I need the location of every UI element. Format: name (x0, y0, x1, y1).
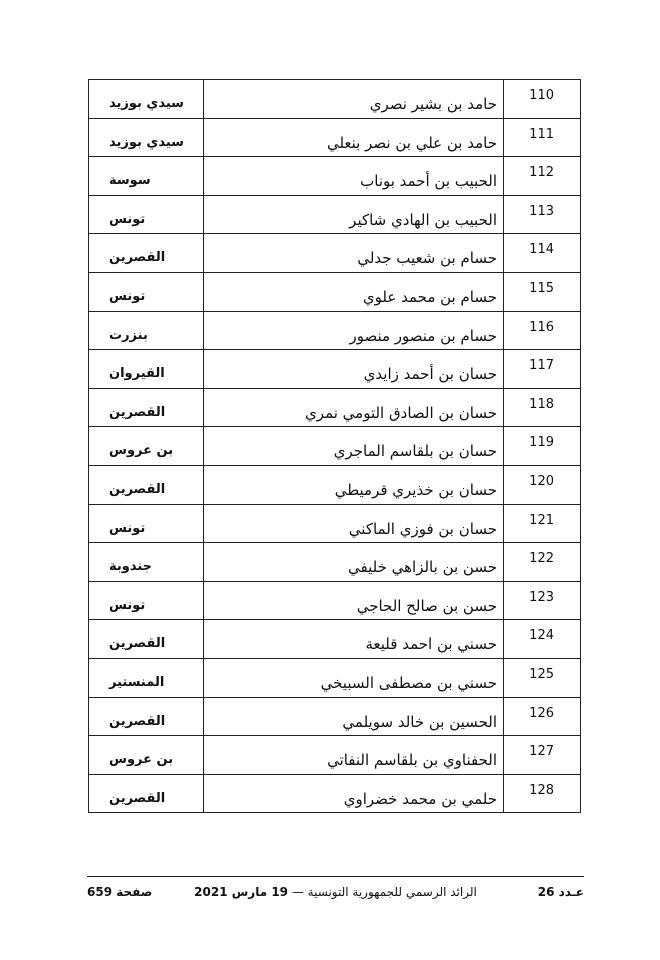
roster-body (89, 80, 581, 813)
row-number: 114 (504, 234, 581, 273)
person-name: حسام بن محمد علوي (204, 272, 504, 311)
table-row (89, 388, 581, 427)
person-name: حسن بن بالزاهي خليفي (204, 543, 504, 582)
table-row (89, 118, 581, 157)
row-number: 115 (504, 272, 581, 311)
row-number: 122 (504, 543, 581, 582)
footer-divider (87, 876, 584, 877)
row-number: 123 (504, 581, 581, 620)
person-name: حامد بن بشير نصري (204, 80, 504, 119)
table-row (89, 543, 581, 582)
governorate: بن عروس (89, 427, 204, 466)
governorate: تونس (89, 504, 204, 543)
row-number: 119 (504, 427, 581, 466)
row-number: 128 (504, 774, 581, 813)
row-number: 111 (504, 118, 581, 157)
governorate: القصرين (89, 697, 204, 736)
person-name: الحبيب بن أحمد بوناب (204, 157, 504, 196)
person-name: حسان بن بلقاسم الماجري (204, 427, 504, 466)
governorate: سوسة (89, 157, 204, 196)
person-name: حسام بن شعيب جدلي (204, 234, 504, 273)
table-row (89, 80, 581, 119)
table-row (89, 465, 581, 504)
governorate: بنزرت (89, 311, 204, 350)
roster-table (88, 79, 581, 813)
row-number: 110 (504, 80, 581, 119)
person-name: حسان بن فوزي الماكني (204, 504, 504, 543)
row-number: 118 (504, 388, 581, 427)
governorate: جندوبة (89, 543, 204, 582)
governorate: القصرين (89, 234, 204, 273)
governorate: القصرين (89, 620, 204, 659)
row-number: 116 (504, 311, 581, 350)
row-number: 117 (504, 350, 581, 389)
table-row (89, 311, 581, 350)
row-number: 112 (504, 157, 581, 196)
row-number: 126 (504, 697, 581, 736)
governorate: القيروان (89, 350, 204, 389)
governorate: تونس (89, 581, 204, 620)
issue-number: عـدد 26 (537, 885, 584, 899)
person-name: حسني بن مصطفى السبيخي (204, 658, 504, 697)
table-row (89, 658, 581, 697)
table-row (89, 350, 581, 389)
governorate: القصرين (89, 388, 204, 427)
row-number: 124 (504, 620, 581, 659)
journal-name: الرائد الرسمي للجمهورية التونسية — (291, 885, 477, 899)
governorate: القصرين (89, 774, 204, 813)
governorate: القصرين (89, 465, 204, 504)
person-name: حسني بن احمد قليعة (204, 620, 504, 659)
person-name: حسان بن أحمد زايدي (204, 350, 504, 389)
governorate: تونس (89, 195, 204, 234)
governorate: بن عروس (89, 736, 204, 775)
table-row (89, 234, 581, 273)
person-name: حسان بن الصادق التومي نمري (204, 388, 504, 427)
row-number: 127 (504, 736, 581, 775)
table-row (89, 504, 581, 543)
row-number: 113 (504, 195, 581, 234)
page-number: صفحة 659 (87, 885, 153, 899)
row-number: 125 (504, 658, 581, 697)
publication-date: 19 مارس 2021 (194, 885, 289, 899)
person-name: الحفناوي بن بلقاسم النفاتي (204, 736, 504, 775)
row-number: 121 (504, 504, 581, 543)
journal-title (194, 885, 477, 899)
table-row (89, 774, 581, 813)
table-row (89, 427, 581, 466)
person-name: الحبيب بن الهادي شاكير (204, 195, 504, 234)
table-row (89, 581, 581, 620)
table-row (89, 157, 581, 196)
governorate: تونس (89, 272, 204, 311)
person-name: حسان بن خذيري قرميطي (204, 465, 504, 504)
table-row (89, 697, 581, 736)
person-name: حلمي بن محمد خضراوي (204, 774, 504, 813)
governorate: سيدي بوزيد (89, 118, 204, 157)
person-name: الحسين بن خالد سويلمي (204, 697, 504, 736)
page-footer (87, 885, 584, 905)
table-row (89, 620, 581, 659)
person-name: حسام بن منصور منصور (204, 311, 504, 350)
person-name: حامد بن علي بن نصر بنعلي (204, 118, 504, 157)
governorate: المنستير (89, 658, 204, 697)
table-row (89, 736, 581, 775)
governorate: سيدي بوزيد (89, 80, 204, 119)
row-number: 120 (504, 465, 581, 504)
person-name: حسن بن صالح الحاجي (204, 581, 504, 620)
table-row (89, 272, 581, 311)
table-row (89, 195, 581, 234)
